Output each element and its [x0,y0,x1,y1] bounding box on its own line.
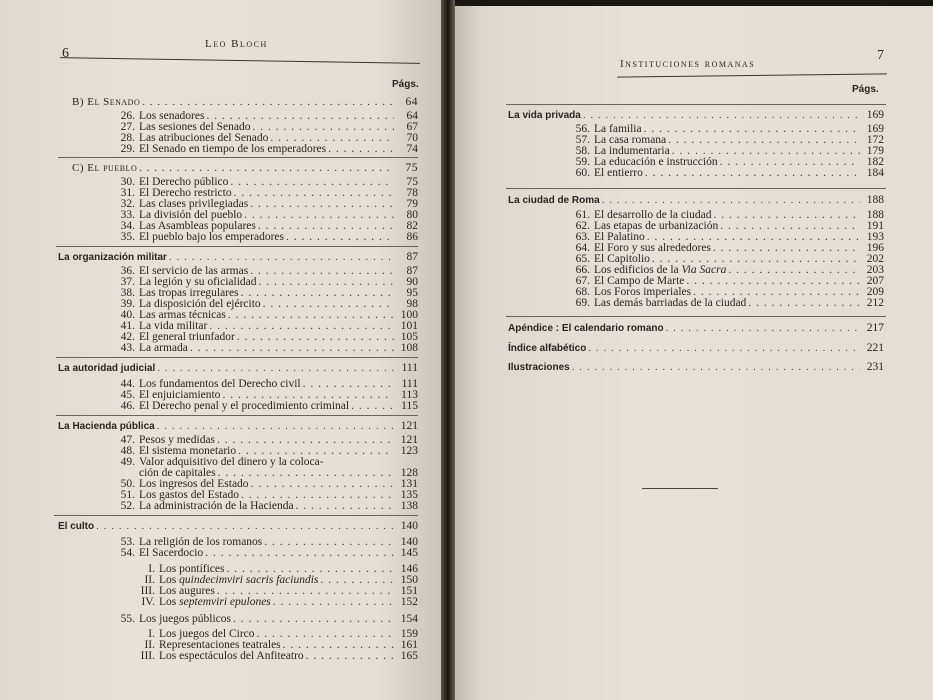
toc-page-number: 203 [866,264,884,276]
toc-leader [96,521,394,532]
toc-leader [583,110,860,121]
toc-page-number: 75 [406,176,418,188]
toc-leader [351,400,394,412]
toc-entry-number: 57. [575,134,590,146]
toc-leader [645,167,860,179]
toc-leader [169,252,394,263]
toc-entry-number: II. [144,574,155,586]
toc-entry-title: La disposición del ejército [139,298,261,310]
toc-entry-number: 34. [120,220,135,232]
toc-entry-number: 26. [120,110,135,122]
toc-page-number: 184 [866,167,884,179]
toc-leader [142,96,394,108]
toc-entry-title: El servicio de las armas [139,265,249,277]
toc-page-number: 179 [866,145,884,157]
toc-entry-title: Valor adquisitivo del dinero y la coloca- [139,456,324,468]
toc-entry-number: 28. [120,132,135,144]
toc-entry-title: El Senado en tiempo de los emperadores [139,143,327,155]
toc-entry-number: 47. [120,434,135,446]
toc-entry-title: Los pontífices [159,563,225,575]
toc-section-label: El culto [58,521,95,532]
toc-section [58,520,418,532]
toc-leader [286,231,394,243]
toc-entry-number: I. [148,628,155,640]
toc-leader [748,297,860,309]
toc-entry-title: Las sesiones del Senado [139,121,251,133]
toc-entry-number: 58. [575,145,590,157]
toc-page-number: 188 [866,209,884,221]
toc-entry-title: Representaciones teatrales [159,639,281,651]
toc-section [508,322,884,334]
toc-page-number: 193 [866,231,884,243]
toc-entry-number: 44. [120,378,135,390]
toc-entry-title: La familia [594,123,642,135]
toc-page-number: 151 [400,585,418,597]
toc-page-number: 75 [405,162,418,174]
toc-leader [296,500,394,512]
toc-page-number: 108 [400,342,418,354]
toc-entry-number: I. [148,563,155,575]
toc-entry-number: 31. [120,187,135,199]
toc-page-number: 70 [406,132,418,144]
toc-entry-title: La casa romana [594,134,667,146]
toc-entry [115,547,418,559]
toc-section-label: Ilustraciones [508,362,570,373]
toc-entry-title: La religión de los romanos [139,536,263,548]
toc-section-label: La autoridad judicial [58,363,156,374]
toc-page-number: 113 [401,389,418,401]
toc-page-number: 146 [400,563,418,575]
toc-page-number: 86 [406,231,418,243]
toc-page-number: 231 [866,361,884,373]
toc-page-number: 105 [400,331,418,343]
toc-section [508,342,884,354]
toc-page-number: 150 [400,574,418,586]
toc-page-number: 64 [406,110,418,122]
toc-page-number: 172 [866,134,884,146]
section-separator [56,415,418,416]
toc-entry-number: 41. [120,320,135,332]
toc-page-number: 145 [400,547,418,559]
toc-entry-title: La armada [139,342,188,354]
left-header-rule [60,57,420,64]
toc-page-number: 140 [400,536,418,548]
toc-page-number: 101 [400,320,418,332]
toc-entry-number: 69. [575,297,590,309]
toc-subentry [133,650,418,662]
toc-entry-title: El Sacerdocio [139,547,204,559]
toc-entry-title: El Derecho público [139,176,229,188]
toc-section [58,420,418,432]
toc-entry-number: 56. [575,123,590,135]
toc-page-number: 161 [400,639,418,651]
toc-entry-number: 68. [575,286,590,298]
toc-section [508,361,884,373]
toc-page-number: 67 [406,121,418,133]
toc-leader [205,547,394,559]
toc-entry-title: Pesos y medidas [139,434,216,446]
toc-page-number: 87 [406,251,418,263]
toc-entry-title: Los gastos del Estado [139,489,239,501]
toc-leader [666,323,860,334]
toc-entry-title: El general triunfador [139,331,235,343]
toc-entry-number: III. [140,585,155,597]
toc-entry-number: 38. [120,287,135,299]
toc-entry-number: 53. [120,536,135,548]
toc-leader [306,650,394,662]
toc-entry [570,167,884,179]
toc-entry-number: 46. [120,400,135,412]
toc-page-number: 169 [866,109,884,121]
toc-subsection [72,96,418,108]
toc-leader [328,143,394,155]
toc-page-number: 135 [400,489,418,501]
toc-subsection [72,162,418,174]
toc-entry-title: La educación e instrucción [594,156,718,168]
section-separator [54,515,418,516]
toc-entry-number: 39. [120,298,135,310]
toc-entry-number: II. [144,639,155,651]
section-separator [56,246,418,247]
toc-page-number: 221 [866,342,884,354]
toc-page-number: 191 [866,220,884,232]
section-separator [56,357,418,358]
toc-page-number: 209 [866,286,884,298]
toc-page-number: 80 [406,209,418,221]
toc-entry-title: La indumentaria [594,145,670,157]
toc-entry-number: 48. [120,445,135,457]
section-separator [506,316,886,317]
toc-page-number: 138 [400,500,418,512]
toc-page-number: 128 [400,467,418,479]
right-page [452,6,933,700]
toc-entry-title: El Foro y sus alrededores [594,242,711,254]
toc-entry-title: Los espectáculos del Anfiteatro [159,650,304,662]
toc-section-label: La ciudad de Roma [508,195,600,206]
toc-entry [115,231,418,243]
toc-entry-number: 51. [120,489,135,501]
toc-entry-title: Las armas técnicas [139,309,226,321]
left-pags-label: Págs. [392,79,419,90]
toc-entry [115,613,418,625]
toc-leader [139,162,394,174]
toc-page-number: 111 [401,378,418,390]
toc-entry-number: 66. [575,264,590,276]
toc-entry-title: Las tropas irregulares [139,287,239,299]
toc-section [508,194,884,206]
section-separator [506,188,886,189]
toc-page-number: 74 [406,143,418,155]
toc-page-number: 212 [866,297,884,309]
toc-section-label: Apéndice : El calendario romano [508,323,664,334]
toc-page-number: 207 [866,275,884,287]
toc-page-number: 140 [400,520,418,532]
toc-entry-title: Los ingresos del Estado [139,478,249,490]
toc-entry-title: El pueblo bajo los emperadores [139,231,284,243]
toc-entry-title: La legión y su oficialidad [139,276,257,288]
toc-leader [190,342,394,354]
toc-subentry [133,596,418,608]
toc-entry-number: 61. [575,209,590,221]
toc-leader [602,195,860,206]
toc-entry [115,500,418,512]
toc-entry-number: 29. [120,143,135,155]
toc-entry-title: Los fundamentos del Derecho civil [139,378,301,390]
toc-page-number: 188 [866,194,884,206]
toc-entry-number: 36. [120,265,135,277]
toc-leader [157,363,394,374]
toc-entry-number: IV. [141,596,155,608]
toc-entry-number: 52. [120,500,135,512]
toc-page-number: 121 [400,420,418,432]
toc-entry-title: Las demás barriadas de la ciudad [594,297,747,309]
toc-entry-title: El Campo de Marte [594,275,685,287]
toc-page-number: 131 [400,478,418,490]
toc-entry-number: 64. [575,242,590,254]
toc-page-number: 79 [406,198,418,210]
right-running-head: Instituciones romanas [620,58,756,70]
toc-entry-title: Los juegos públicos [139,613,231,625]
toc-entry-title: Los augures [159,585,215,597]
toc-section-label: La organización militar [58,252,167,263]
toc-entry-title: El entierro [594,167,643,179]
toc-entry [570,297,884,309]
toc-page-number: 87 [406,265,418,277]
toc-page-number: 111 [401,362,418,374]
toc-entry-number: 45. [120,389,135,401]
toc-page-number: 182 [866,156,884,168]
right-page-number: 7 [877,48,884,63]
toc-entry-title: Las Asambleas populares [139,220,256,232]
toc-entry-title: Los quindecimviri sacris faciundis [159,574,319,586]
toc-page-number: 98 [406,298,418,310]
toc-leader [157,421,394,432]
toc-page-number: 217 [866,322,884,334]
toc-section [58,251,418,263]
toc-leader [273,596,394,608]
toc-page-number: 202 [866,253,884,265]
toc-page-number: 115 [401,400,418,412]
toc-entry-title: El Palatino [594,231,645,243]
toc-page-number: 100 [400,309,418,321]
toc-section [58,362,418,374]
toc-leader [588,343,860,354]
end-ornament-rule [642,488,718,489]
toc-section [508,109,884,121]
toc-page-number: 165 [400,650,418,662]
toc-page-number: 154 [400,613,418,625]
toc-entry-number: 42. [120,331,135,343]
toc-entry-number: 35. [120,231,135,243]
toc-entry-number: 65. [575,253,590,265]
toc-page-number: 159 [400,628,418,640]
section-separator [506,104,886,105]
toc-entry-title: El Derecho penal y el procedimiento criminal [139,400,350,412]
toc-entry-number: 40. [120,309,135,321]
book-gutter [441,0,455,700]
toc-entry-title: La división del pueblo [139,209,243,221]
toc-entry-title: El Capitolio [594,253,650,265]
toc-entry-title: Los senadores [139,110,205,122]
toc-entry-title: Las etapas de urbanización [594,220,719,232]
right-header-rule [617,73,887,77]
toc-entry-number: 55. [120,613,135,625]
toc-entry-number: 30. [120,176,135,188]
toc-entry-number: 62. [575,220,590,232]
left-running-head: Leo Bloch [205,38,268,50]
toc-entry [115,342,418,354]
toc-entry-title: Las clases privilegiadas [139,198,249,210]
toc-entry-number: 60. [575,167,590,179]
toc-entry-number: III. [140,650,155,662]
toc-entry-title: La vida militar [139,320,208,332]
toc-section-label: La vida privada [508,110,581,121]
toc-entry-number: 59. [575,156,590,168]
toc-entry-number: 67. [575,275,590,287]
toc-entry-number: 43. [120,342,135,354]
toc-page-number: 123 [400,445,418,457]
toc-page-number: 90 [406,276,418,288]
toc-entry-title: Los juegos del Circo [159,628,255,640]
toc-page-number: 95 [406,287,418,299]
toc-subsection-label: B) El Senado [72,96,141,108]
toc-entry-title: Los septemviri epulones [159,596,271,608]
toc-entry-title: El sistema monetario [139,445,237,457]
toc-entry-number: 50. [120,478,135,490]
toc-entry-number: 27. [120,121,135,133]
toc-section-label: Índice alfabético [508,343,587,354]
toc-page-number: 78 [406,187,418,199]
toc-entry [115,143,418,155]
toc-entry-title: Las atribuciones del Senado [139,132,269,144]
toc-entry-title: El Derecho restricto [139,187,232,199]
toc-entry-number: 32. [120,198,135,210]
left-page [0,0,443,700]
toc-subsection-label: C) El pueblo [72,162,138,174]
toc-entry-number: 54. [120,547,135,559]
toc-page-number: 121 [400,434,418,446]
toc-entry-title: El enjuiciamiento [139,389,221,401]
toc-entry-number: 63. [575,231,590,243]
toc-page-number: 82 [406,220,418,232]
toc-entry-number: 37. [120,276,135,288]
toc-entry-title: La administración de la Hacienda [139,500,294,512]
toc-entry-number: 33. [120,209,135,221]
toc-page-number: 64 [405,96,418,108]
toc-entry-number: 49. [120,456,135,468]
toc-leader [572,362,860,373]
section-separator [58,157,418,158]
toc-page-number: 169 [866,123,884,135]
toc-section-label: La Hacienda pública [58,421,155,432]
toc-page-number: 152 [400,596,418,608]
toc-entry-title: Los Foros imperiales [594,286,692,298]
toc-leader [233,613,394,625]
toc-entry-title: Los edificios de la Via Sacra [594,264,727,276]
toc-entry-title: El desarrollo de la ciudad [594,209,712,221]
right-pags-label: Págs. [852,84,879,95]
toc-entry [115,400,418,412]
left-page-number: 6 [62,46,69,61]
toc-entry-title: ción de capitales [139,467,216,479]
toc-page-number: 196 [866,242,884,254]
